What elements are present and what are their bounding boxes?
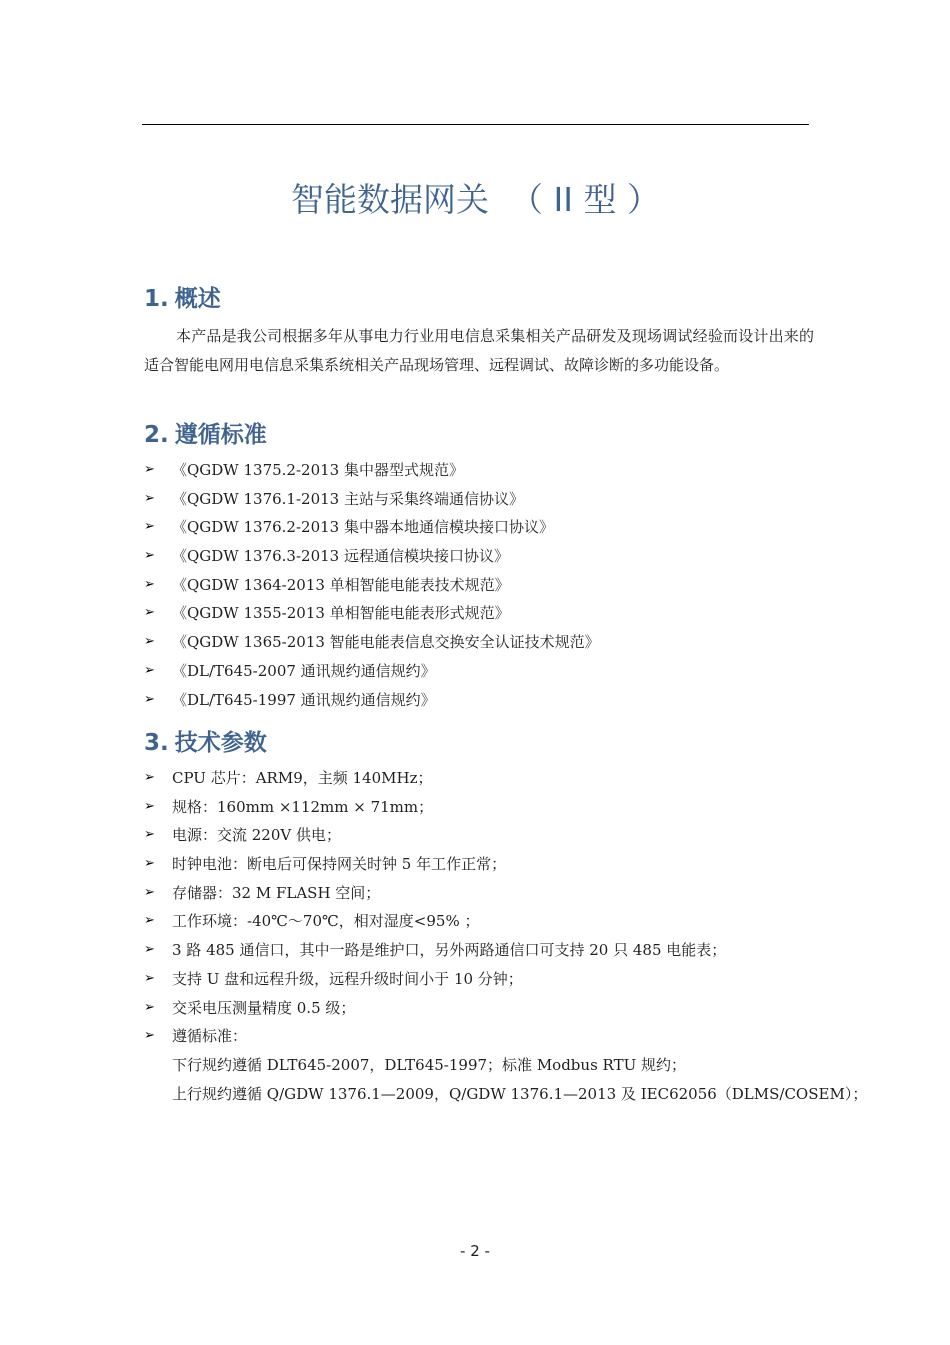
section-number: 2. <box>144 422 169 448</box>
section-overview <box>144 284 814 379</box>
list-item <box>144 485 814 514</box>
arrow-bullet-icon: ➢ <box>144 913 155 929</box>
arrow-bullet-icon: ➢ <box>144 856 155 872</box>
list-item-text: CPU 芯片：ARM9，主频 140MHz； <box>172 769 433 787</box>
list-item <box>144 628 814 657</box>
arrow-bullet-icon: ➢ <box>144 770 155 785</box>
list-item-text: 《QGDW 1375.2-2013 集中器型式规范》 <box>172 461 464 479</box>
section-title: 遵循标准 <box>174 422 267 448</box>
list-item-text: 遵循标准： <box>172 1027 248 1046</box>
arrow-bullet-icon: ➢ <box>144 691 155 707</box>
arrow-bullet-icon: ➢ <box>144 548 155 564</box>
list-item <box>144 936 814 965</box>
section-title: 技术参数 <box>174 730 267 756</box>
list-item <box>144 542 814 571</box>
list-item <box>144 965 814 994</box>
section-number: 1. <box>144 286 169 312</box>
list-item <box>144 994 814 1023</box>
list-item <box>144 571 814 600</box>
list-item <box>144 907 814 936</box>
list-item-text: 存储器：32 M FLASH 空间； <box>172 883 381 902</box>
arrow-bullet-icon: ➢ <box>144 1028 155 1044</box>
page-number: - 2 - <box>460 1242 490 1260</box>
list-item <box>144 513 814 542</box>
list-item <box>144 456 814 485</box>
arrow-bullet-icon: ➢ <box>144 970 155 986</box>
arrow-bullet-icon: ➢ <box>144 942 155 958</box>
list-item-text: 交采电压测量精度 0.5 级； <box>172 998 356 1017</box>
list-item-text: 《QGDW 1365-2013 智能电能表信息交换安全认证技术规范》 <box>172 633 600 652</box>
section-heading-standards <box>144 420 814 450</box>
arrow-bullet-icon: ➢ <box>144 462 155 477</box>
standards-list <box>144 456 814 714</box>
specs-list <box>144 764 814 1051</box>
document-title: 智能数据网关 （ II 型 ） <box>291 180 660 219</box>
arrow-bullet-icon: ➢ <box>144 490 155 506</box>
list-item <box>144 1022 814 1051</box>
list-item <box>144 821 814 850</box>
section-heading-specs <box>144 728 814 758</box>
list-item <box>144 657 814 686</box>
list-item-text: 《QGDW 1355-2013 单相智能电能表形式规范》 <box>172 604 510 623</box>
list-item-text: 规格：160mm ×112mm × 71mm； <box>172 797 434 816</box>
section-standards <box>144 420 814 714</box>
list-item <box>144 599 814 628</box>
list-item <box>144 764 814 793</box>
arrow-bullet-icon: ➢ <box>144 605 155 621</box>
list-item <box>144 879 814 908</box>
arrow-bullet-icon: ➢ <box>144 999 155 1015</box>
list-item-text: 《QGDW 1376.3-2013 远程通信模块接口协议》 <box>172 547 509 566</box>
arrow-bullet-icon: ➢ <box>144 884 155 900</box>
overview-paragraph: 本产品是我公司根据多年从事电力行业用电信息采集相关产品研发及现场调试经验而设计出来的适合智能电网用电信息采集系统相关产品现场管理、远程调试、故障诊断的多功能设备。 <box>144 327 814 374</box>
section-title: 概述 <box>174 286 221 312</box>
list-item <box>144 850 814 879</box>
list-item-text: 《QGDW 1364-2013 单相智能电能表技术规范》 <box>172 575 510 594</box>
list-item-text: 支持 U 盘和远程升级，远程升级时间小于 10 分钟； <box>172 969 523 988</box>
list-item <box>144 793 814 822</box>
arrow-bullet-icon: ➢ <box>144 576 155 592</box>
list-item-text: 《QGDW 1376.1-2013 主站与采集终端通信协议》 <box>172 489 524 508</box>
uplink-protocol-line: 上行规约遵循 Q/GDW 1376.1—2009，Q/GDW 1376.1—2013 及 IEC62056（DLMS/COSEM）； <box>172 1084 868 1103</box>
list-item-text: 电源：交流 220V 供电； <box>172 826 341 845</box>
downlink-protocol-line: 下行规约遵循 DLT645-2007，DLT645-1997；标准 Modbus RTU 规约； <box>172 1055 686 1074</box>
header-rule <box>142 124 809 125</box>
list-item-text: 《QGDW 1376.2-2013 集中器本地通信模块接口协议》 <box>172 518 554 537</box>
section-number: 3. <box>144 730 169 756</box>
arrow-bullet-icon: ➢ <box>144 798 155 814</box>
section-heading-overview <box>144 284 814 314</box>
list-item-text: 时钟电池：断电后可保持网关时钟 5 年工作正常； <box>172 855 507 874</box>
list-item-text: 《DL/T645-1997 通讯规约通信规约》 <box>172 690 436 709</box>
list-item-text: 工作环境：-40℃～70℃，相对湿度<95% ； <box>172 912 480 931</box>
arrow-bullet-icon: ➢ <box>144 827 155 843</box>
list-item-text: 3 路 485 通信口，其中一路是维护口，另外两路通信口可支持 20 只 485 电能表； <box>172 941 727 960</box>
list-item <box>144 686 814 715</box>
arrow-bullet-icon: ➢ <box>144 519 155 535</box>
arrow-bullet-icon: ➢ <box>144 662 155 678</box>
list-item-text: 《DL/T645-2007 通讯规约通信规约》 <box>172 661 436 680</box>
section-specs <box>144 728 868 1108</box>
arrow-bullet-icon: ➢ <box>144 634 155 650</box>
